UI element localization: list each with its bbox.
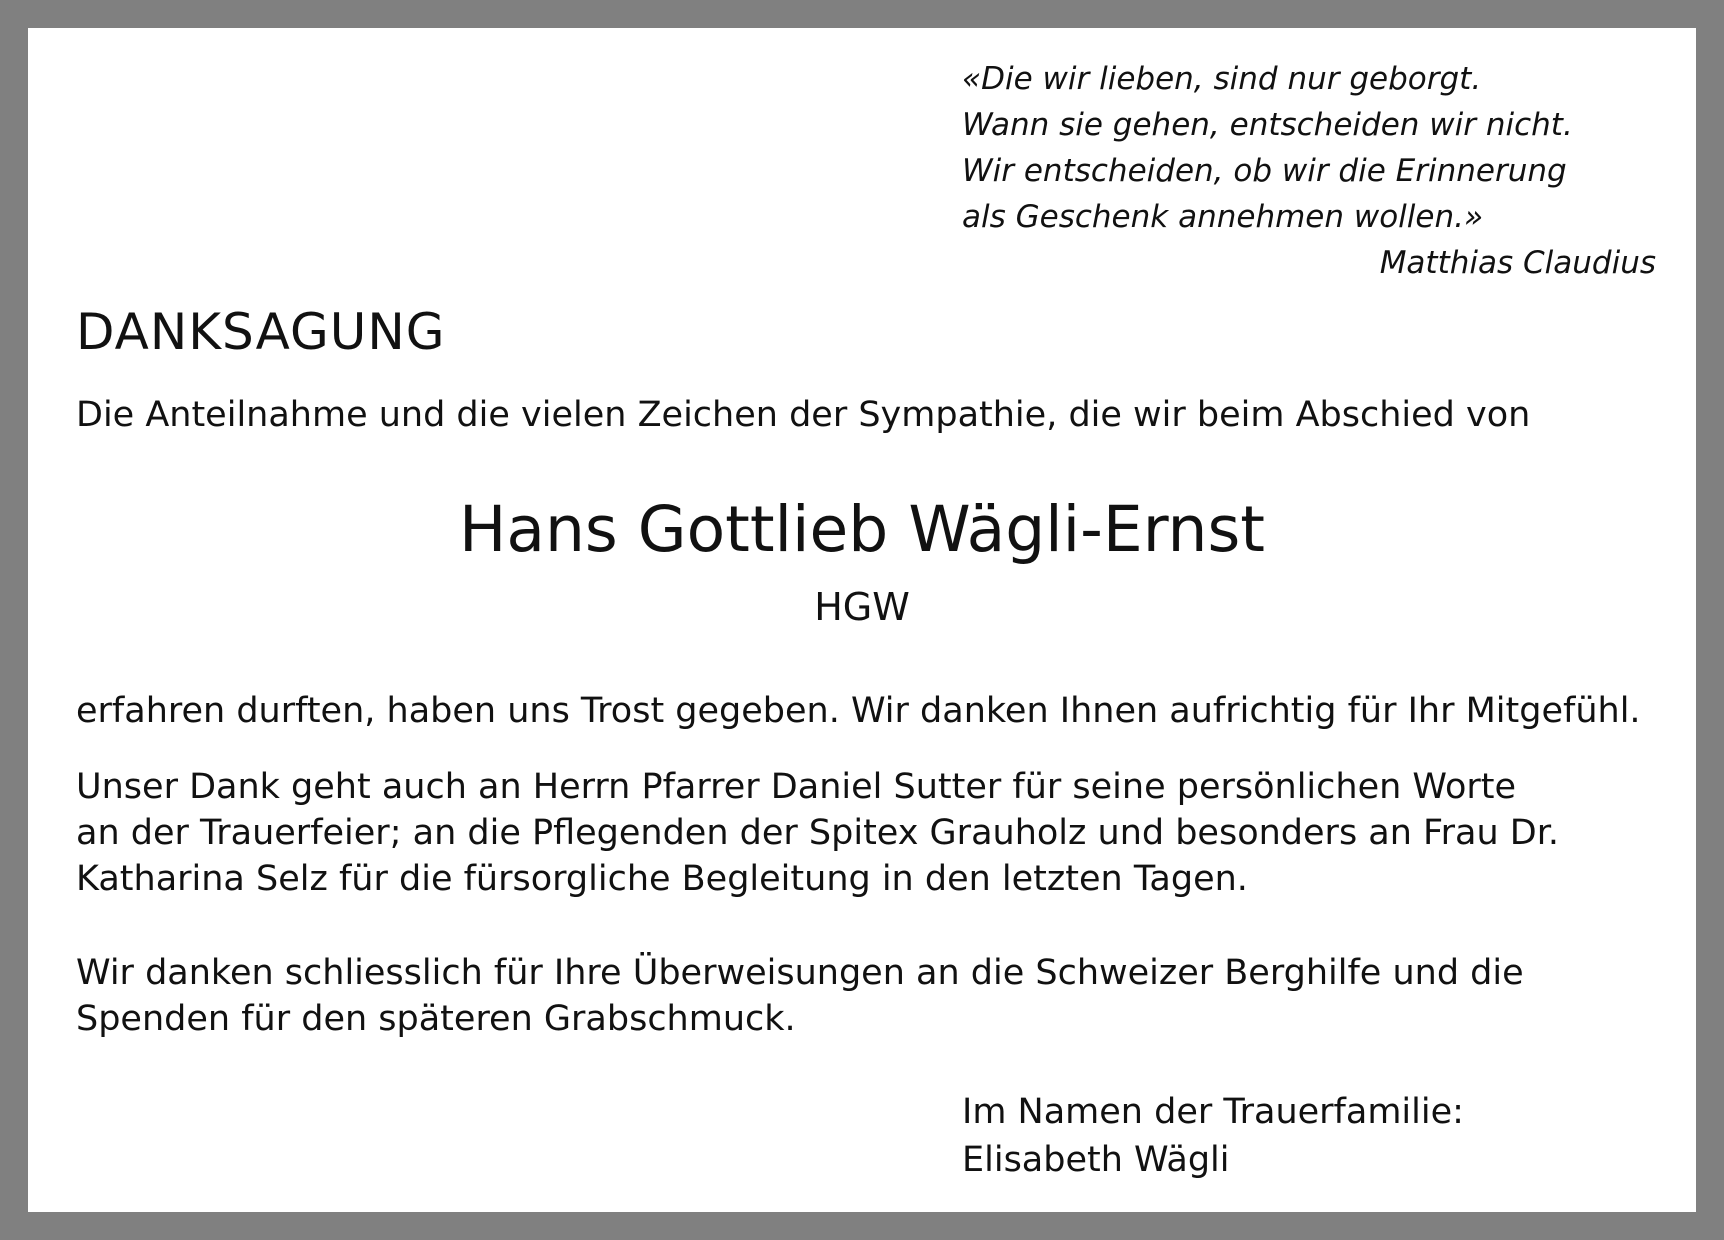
quote-author: Matthias Claudius — [1379, 245, 1656, 281]
notice-heading: DANKSAGUNG — [76, 303, 446, 361]
epigraph-quote — [962, 56, 1662, 286]
signature-block — [962, 1088, 1464, 1184]
signature-label: Im Namen der Trauerfamilie: — [962, 1092, 1464, 1132]
paragraph-line: Wir danken schliesslich für Ihre Überweisungen an die Schweizer Berghilfe und die — [76, 953, 1524, 993]
signature-name: Elisabeth Wägli — [962, 1140, 1230, 1180]
paragraph-line: Spenden für den späteren Grabschmuck. — [76, 999, 796, 1039]
deceased-initials: HGW — [814, 585, 910, 629]
quote-line: «Die wir lieben, sind nur geborgt. — [962, 61, 1482, 97]
quote-line: Wann sie gehen, entscheiden wir nicht. — [962, 107, 1573, 143]
paragraph-gratitude: erfahren durften, haben uns Trost gegeben. Wir danken Ihnen aufrichtig für Ihr Mitgefühl. — [76, 691, 1641, 731]
paragraph-donations — [76, 950, 1524, 1042]
intro-text: Die Anteilnahme und die vielen Zeichen der Sympathie, die wir beim Abschied von — [76, 395, 1531, 435]
paragraph-acknowledgements — [76, 764, 1559, 902]
paragraph-line: Unser Dank geht auch an Herrn Pfarrer Daniel Sutter für seine persönlichen Worte — [76, 767, 1517, 807]
quote-line: Wir entscheiden, ob wir die Erinnerung — [962, 153, 1567, 189]
deceased-name: Hans Gottlieb Wägli-Ernst — [459, 493, 1265, 566]
quote-line: als Geschenk annehmen wollen.» — [962, 199, 1484, 235]
paragraph-line: an der Trauerfeier; an die Pflegenden der Spitex Grauholz und besonders an Frau Dr. — [76, 813, 1560, 853]
paragraph-line: Katharina Selz für die fürsorgliche Begleitung in den letzten Tagen. — [76, 859, 1248, 899]
